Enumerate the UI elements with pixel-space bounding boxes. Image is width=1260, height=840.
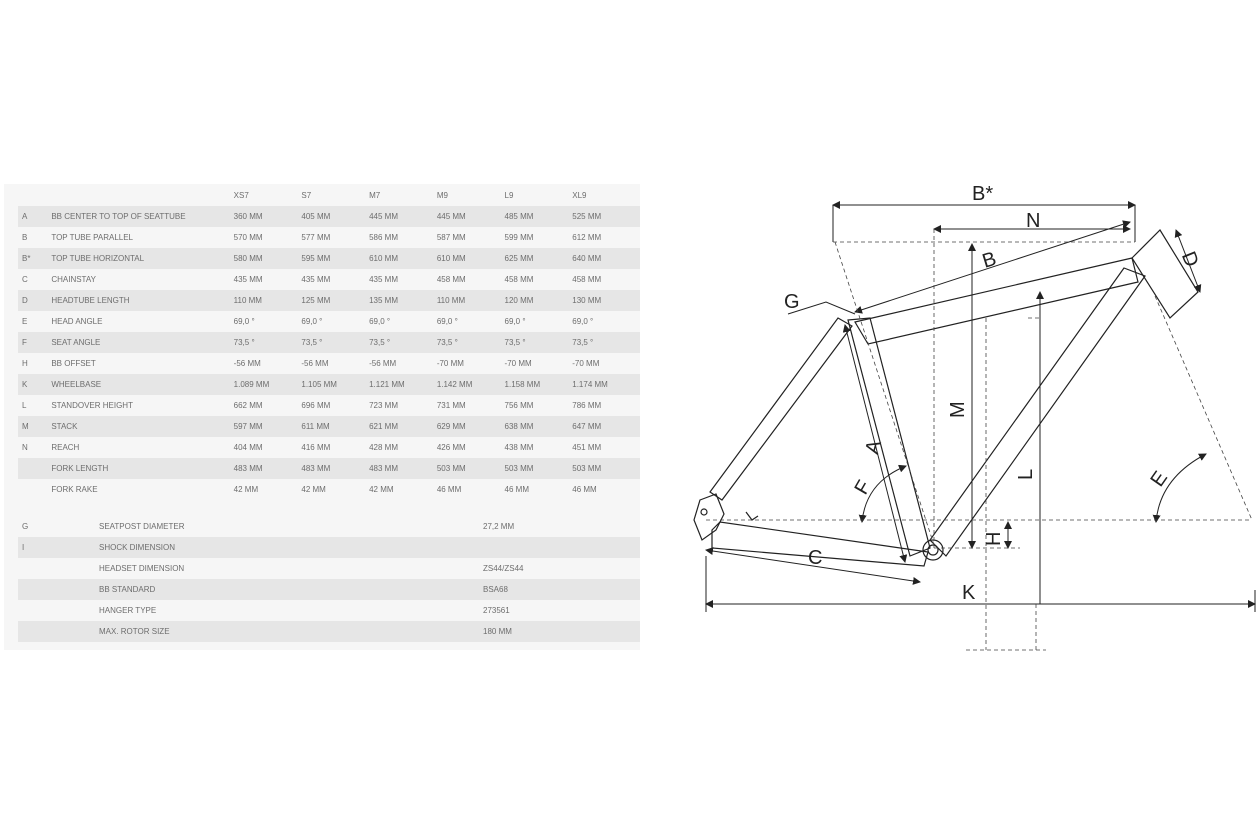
row-value: 503 MM (505, 458, 573, 479)
row-code: B (22, 233, 28, 242)
geometry-row (18, 227, 640, 248)
row-value: -56 MM (369, 359, 397, 368)
row-value: 46 MM (436, 485, 462, 494)
geometry-row (18, 332, 640, 353)
spec-label: MAX. ROTOR SIZE (99, 621, 483, 642)
label-n: N (1026, 210, 1041, 232)
row-value: 483 MM (234, 458, 302, 479)
label-a: A (861, 437, 887, 457)
spec-row (18, 600, 640, 621)
spec-row (18, 537, 640, 558)
label-bstar: B* (972, 183, 994, 205)
spec-row (18, 558, 640, 579)
row-value: 731 MM (436, 401, 466, 410)
row-value: 696 MM (301, 401, 331, 410)
spec-row (18, 621, 640, 642)
row-label: REACH (51, 443, 80, 452)
size-header: M9 (436, 190, 448, 200)
spec-code (18, 558, 99, 579)
label-l: L (1015, 468, 1037, 480)
row-code (18, 458, 51, 479)
row-value: 428 MM (369, 443, 398, 452)
row-value: 110 MM (437, 290, 505, 311)
row-value: 46 MM (504, 485, 529, 494)
row-value: 360 MM (234, 206, 302, 227)
size-header-row (18, 184, 640, 206)
row-value: 73,5 ° (234, 332, 302, 353)
row-value: 110 MM (234, 290, 302, 311)
row-label: CHAINSTAY (51, 275, 96, 284)
row-value: 587 MM (436, 233, 466, 242)
row-value: 1.121 MM (369, 374, 437, 395)
geometry-row (18, 353, 640, 374)
row-value: 612 MM (572, 233, 602, 242)
row-label: SEAT ANGLE (51, 332, 233, 353)
row-value: 73,5 ° (572, 332, 640, 353)
row-value: 483 MM (369, 458, 437, 479)
frame-geometry-diagram (680, 170, 1260, 670)
label-d: D (1176, 248, 1203, 271)
row-value: 404 MM (233, 443, 263, 452)
row-code: F (18, 332, 51, 353)
spec-code (18, 621, 99, 642)
row-value: -56 MM (233, 359, 261, 368)
row-value: 445 MM (437, 206, 505, 227)
geometry-row (18, 479, 640, 500)
row-value: 595 MM (301, 248, 369, 269)
row-value: 73,5 ° (505, 332, 573, 353)
row-value: 1.158 MM (505, 374, 573, 395)
spec-label: BB STANDARD (99, 579, 483, 600)
row-value: 135 MM (369, 290, 437, 311)
row-value: 125 MM (301, 290, 369, 311)
row-value: 580 MM (234, 248, 302, 269)
geometry-row (18, 374, 640, 395)
row-label: TOP TUBE HORIZONTAL (51, 248, 233, 269)
row-value: 483 MM (301, 458, 369, 479)
row-value: 69,0 ° (572, 317, 594, 326)
row-value: 435 MM (301, 275, 331, 284)
row-value: 599 MM (504, 233, 534, 242)
row-label: FORK LENGTH (51, 458, 233, 479)
row-value: 445 MM (369, 206, 437, 227)
row-value: 503 MM (572, 458, 640, 479)
row-label: WHEELBASE (51, 374, 233, 395)
row-code: M (18, 416, 51, 437)
row-value: 610 MM (437, 248, 505, 269)
size-header: XS7 (233, 190, 249, 200)
row-value: 625 MM (505, 248, 573, 269)
geometry-row (18, 290, 640, 311)
row-value: 503 MM (437, 458, 505, 479)
size-header: L9 (504, 190, 514, 200)
row-value: 69,0 ° (504, 317, 526, 326)
geometry-table (18, 184, 640, 500)
row-code (18, 479, 51, 500)
row-label: BB CENTER TO TOP OF SEATTUBE (51, 206, 233, 227)
row-value: 69,0 ° (436, 317, 458, 326)
row-code: H (22, 359, 28, 368)
row-value: -70 MM (504, 359, 532, 368)
row-value: 1.089 MM (234, 374, 302, 395)
label-m: M (947, 401, 969, 418)
geometry-row (18, 437, 640, 458)
row-label: HEADTUBE LENGTH (51, 290, 233, 311)
row-value: 416 MM (301, 443, 331, 452)
row-value: 458 MM (572, 275, 602, 284)
spec-value: BSA68 (483, 579, 640, 600)
row-code: B* (18, 248, 51, 269)
dimension-lines (706, 205, 1255, 612)
row-value: 120 MM (505, 290, 573, 311)
row-value: 405 MM (301, 206, 369, 227)
spec-value: 180 MM (483, 621, 640, 642)
row-label: FORK RAKE (51, 485, 98, 494)
row-value: 46 MM (572, 485, 597, 494)
row-value: 458 MM (436, 275, 466, 284)
row-value: 640 MM (572, 248, 640, 269)
row-value: 435 MM (369, 275, 398, 284)
row-value: 438 MM (504, 443, 534, 452)
geometry-row (18, 311, 640, 332)
row-value: 638 MM (505, 416, 573, 437)
row-value: 42 MM (301, 485, 326, 494)
row-value: 69,0 ° (369, 317, 391, 326)
spec-code: G (22, 522, 29, 531)
row-code: K (18, 374, 51, 395)
row-code: N (22, 443, 28, 452)
row-value: 42 MM (369, 485, 394, 494)
row-value: 662 MM (233, 401, 263, 410)
label-b: B (979, 247, 999, 273)
row-value: 756 MM (504, 401, 534, 410)
spec-label: SHOCK DIMENSION (99, 537, 483, 558)
row-value: 1.174 MM (572, 374, 640, 395)
row-label: STACK (51, 416, 233, 437)
row-value: 1.142 MM (437, 374, 505, 395)
label-f: F (850, 476, 876, 499)
row-value: 577 MM (301, 233, 331, 242)
row-label: STANDOVER HEIGHT (51, 401, 133, 410)
row-label: TOP TUBE PARALLEL (51, 233, 133, 242)
spec-row (18, 579, 640, 600)
row-value: 586 MM (369, 233, 398, 242)
row-value: 451 MM (572, 443, 602, 452)
row-code: C (22, 275, 28, 284)
geometry-row (18, 206, 640, 227)
size-header: M7 (369, 190, 381, 200)
row-value: 723 MM (369, 401, 398, 410)
spec-value (483, 537, 640, 558)
spec-code (18, 579, 99, 600)
row-value: 435 MM (233, 275, 263, 284)
row-value: -70 MM (436, 359, 464, 368)
row-value: 485 MM (505, 206, 573, 227)
label-e: E (1146, 467, 1173, 491)
row-value: 458 MM (504, 275, 534, 284)
row-value: 786 MM (572, 401, 602, 410)
frame-outline (694, 230, 1198, 566)
row-value: 73,5 ° (301, 332, 369, 353)
spec-value: 273561 (483, 606, 510, 615)
spec-row (18, 516, 640, 537)
label-h: H (983, 531, 1005, 546)
row-value: 69,0 ° (301, 317, 323, 326)
geometry-row (18, 416, 640, 437)
spec-value: ZS44/ZS44 (483, 564, 524, 573)
label-c: C (808, 547, 823, 569)
row-value: 647 MM (572, 416, 640, 437)
row-value: 73,5 ° (437, 332, 505, 353)
row-code: L (22, 401, 27, 410)
spec-label: SEATPOST DIAMETER (99, 522, 185, 531)
row-code: A (18, 206, 51, 227)
size-header: S7 (301, 190, 312, 200)
row-value: 130 MM (572, 290, 640, 311)
spec-code (18, 600, 99, 621)
row-value: 570 MM (233, 233, 263, 242)
row-label: BB OFFSET (51, 359, 96, 368)
label-g: G (784, 291, 800, 313)
label-k: K (962, 582, 976, 604)
row-value: 69,0 ° (233, 317, 255, 326)
spec-code: I (18, 537, 99, 558)
geometry-row (18, 269, 640, 290)
geometry-panel (4, 184, 640, 650)
geometry-row (18, 458, 640, 479)
spec-value: 27,2 MM (483, 522, 515, 531)
geometry-row (18, 248, 640, 269)
spec-label: HEADSET DIMENSION (99, 564, 185, 573)
row-label: HEAD ANGLE (51, 317, 103, 326)
row-code: E (22, 317, 28, 326)
row-value: 621 MM (369, 416, 437, 437)
spec-table (18, 516, 640, 642)
row-value: 610 MM (369, 248, 437, 269)
row-value: 525 MM (572, 206, 640, 227)
geometry-row (18, 395, 640, 416)
row-value: 629 MM (437, 416, 505, 437)
size-header: XL9 (572, 190, 587, 200)
spec-label: HANGER TYPE (99, 606, 157, 615)
row-value: -56 MM (301, 359, 329, 368)
row-value: -70 MM (572, 359, 600, 368)
row-value: 597 MM (234, 416, 302, 437)
row-value: 42 MM (233, 485, 259, 494)
row-code: D (18, 290, 51, 311)
row-value: 426 MM (436, 443, 466, 452)
row-value: 73,5 ° (369, 332, 437, 353)
row-value: 611 MM (301, 416, 369, 437)
row-value: 1.105 MM (301, 374, 369, 395)
